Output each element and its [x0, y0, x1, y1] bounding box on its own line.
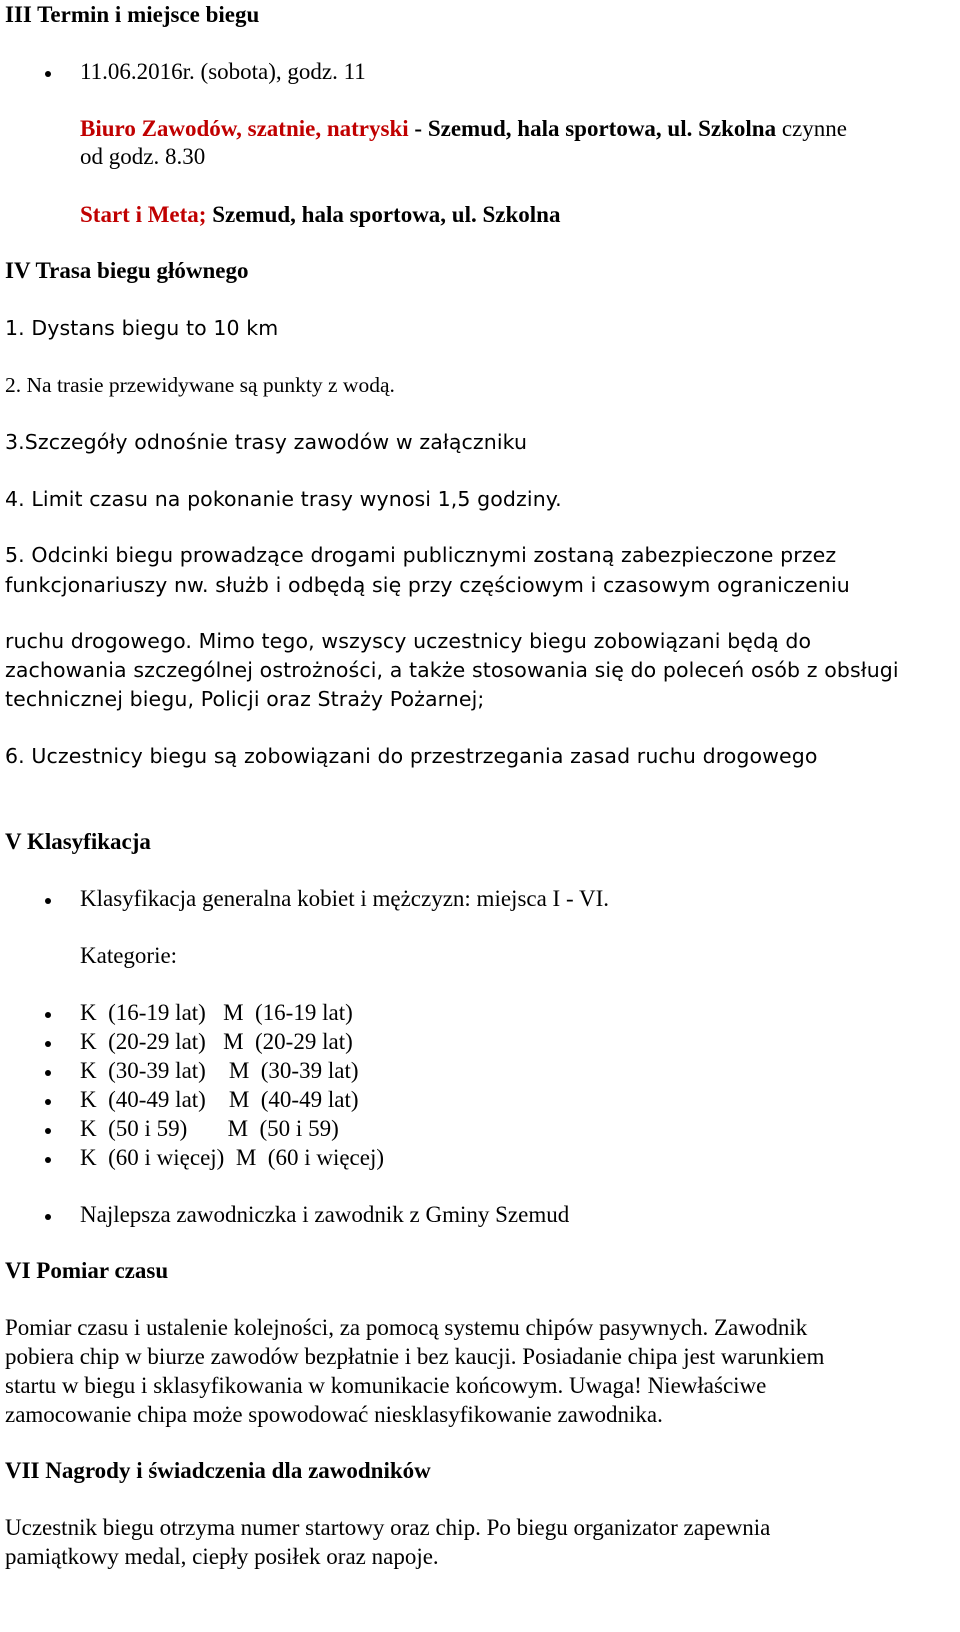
bullet-icon [45, 1128, 51, 1134]
section-7-heading: VII Nagrody i świadczenia dla zawodników [5, 1458, 431, 1483]
category-item: K (16-19 lat) M (16-19 lat) [80, 1000, 353, 1025]
route-item-5-line-2: funkcjonariuszy nw. służb i odbędą się przy częściowym i czasowym ograniczeniu [5, 573, 850, 597]
bullet-icon [45, 1099, 51, 1105]
bullet-icon [45, 71, 51, 77]
prizes-line-2: pamiątkowy medal, ciepły posiłek oraz napoje. [5, 1544, 439, 1569]
route-item-1: 1. Dystans biegu to 10 km [5, 316, 279, 340]
race-office-dash: - [408, 116, 428, 141]
section-5-heading: V Klasyfikacja [5, 829, 151, 854]
event-date: 11.06.2016r. (sobota), godz. 11 [80, 59, 366, 84]
race-office-open: czynne [776, 116, 847, 141]
start-finish-place: Szemud, hala sportowa, ul. Szkolna [206, 202, 561, 227]
route-item-6: 6. Uczestnicy biegu są zobowiązani do przestrzegania zasad ruchu drogowego [5, 744, 818, 768]
timing-line-2: pobiera chip w biurze zawodów bezpłatnie i bez kaucji. Posiadanie chipa jest warunkiem [5, 1344, 825, 1369]
race-office-hours: od godz. 8.30 [80, 144, 206, 169]
section-6-heading: VI Pomiar czasu [5, 1258, 169, 1283]
route-item-5-line-4: zachowania szczególnej ostrożności, a także stosowania się do poleceń osób z obsługi [5, 658, 899, 682]
best-local-athletes: Najlepsza zawodniczka i zawodnik z Gminy Szemud [80, 1202, 570, 1227]
bullet-icon [45, 1012, 51, 1018]
route-item-3: 3.Szczegóły odnośnie trasy zawodów w załączniku [5, 430, 528, 454]
bullet-icon [45, 1070, 51, 1076]
category-item: K (40-49 lat) M (40-49 lat) [80, 1087, 359, 1112]
bullet-icon [45, 898, 51, 904]
timing-line-3: startu w biegu i sklasyfikowania w komunikacie końcowym. Uwaga! Niewłaściwe [5, 1373, 767, 1398]
category-item: K (30-39 lat) M (30-39 lat) [80, 1058, 359, 1083]
prizes-line-1: Uczestnik biegu otrzyma numer startowy oraz chip. Po biegu organizator zapewnia [5, 1515, 771, 1540]
timing-line-4: zamocowanie chipa może spowodować niesklasyfikowanie zawodnika. [5, 1402, 663, 1427]
race-office-line [80, 114, 847, 144]
category-item: K (50 i 59) M (50 i 59) [80, 1116, 339, 1141]
route-item-5-line-5: technicznej biegu, Policji oraz Straży Pożarnej; [5, 687, 485, 711]
bullet-icon [45, 1041, 51, 1047]
route-item-5-line-1: 5. Odcinki biegu prowadzące drogami publicznymi zostaną zabezpieczone przez [5, 543, 837, 567]
bullet-icon [45, 1214, 51, 1220]
section-4-heading: IV Trasa biegu głównego [5, 258, 249, 283]
timing-line-1: Pomiar czasu i ustalenie kolejności, za pomocą systemu chipów pasywnych. Zawodnik [5, 1315, 808, 1340]
category-item: K (20-29 lat) M (20-29 lat) [80, 1029, 353, 1054]
categories-label: Kategorie: [80, 943, 178, 968]
race-office-place: Szemud, hala sportowa, ul. Szkolna [427, 116, 777, 141]
bullet-icon [45, 1157, 51, 1163]
start-finish-line [80, 200, 560, 230]
route-item-5-line-3: ruchu drogowego. Mimo tego, wszyscy uczestnicy biegu zobowiązani będą do [5, 629, 812, 653]
route-item-2: 2. Na trasie przewidywane są punkty z wodą. [5, 373, 395, 397]
section-3-heading: III Termin i miejsce biegu [5, 2, 260, 27]
route-item-4: 4. Limit czasu na pokonanie trasy wynosi 1,5 godziny. [5, 487, 562, 511]
category-item: K (60 i więcej) M (60 i więcej) [80, 1145, 385, 1170]
general-classification: Klasyfikacja generalna kobiet i mężczyzn: miejsca I - VI. [80, 886, 609, 911]
race-office-label: Biuro Zawodów, szatnie, natryski [80, 116, 409, 141]
start-finish-label: Start i Meta; [80, 202, 207, 227]
